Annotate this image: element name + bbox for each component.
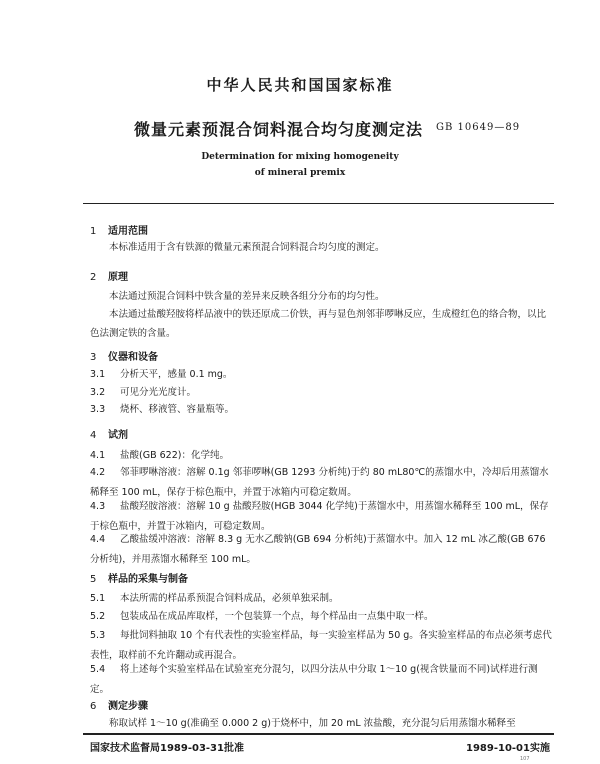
section-number: 4 <box>90 430 97 441</box>
section-title: 样品的采集与制备 <box>108 574 188 585</box>
item-text: 盐酸羟胺溶液：溶解 10 g 盐酸羟胺(HGB 3044 化学纯)于蒸馏水中，用蒸馏水稀释至 100 mL，保存于棕色瓶中，并置于冰箱内，可稳定数周。 <box>90 501 549 532</box>
header-divider <box>83 203 554 204</box>
section-2-paragraph-2: 本法通过盐酸羟胺将样品液中的铁还原成二价铁，再与显色剂邻菲啰啉反应，生成橙红色的络合物，以比色法测定铁的含量。 <box>90 309 547 339</box>
section-title: 适用范围 <box>108 226 148 237</box>
page-number: 107 <box>520 756 530 762</box>
item-number: 4.1 <box>90 450 106 461</box>
section-title: 仪器和设备 <box>108 352 158 363</box>
section-title: 测定步骤 <box>108 701 148 712</box>
item-number: 4.3 <box>90 501 106 512</box>
list-item <box>90 607 555 627</box>
english-title-line-1: Determination for mixing homogeneity <box>201 152 399 162</box>
list-item <box>90 530 555 570</box>
section-number: 3 <box>90 352 97 363</box>
implementation-date: 1989-10-01实施 <box>466 743 550 754</box>
section-5-heading <box>90 570 188 585</box>
list-item <box>90 660 555 700</box>
section-3-heading <box>90 348 158 363</box>
section-title: 试剂 <box>108 430 128 441</box>
item-number: 4.4 <box>90 534 106 545</box>
item-text: 每批饲料抽取 10 个有代表性的实验室样品，每一实验室样品为 50 g。各实验室样品的布点必须考虑代表性，取样前不允许翻动或再混合。 <box>90 630 552 661</box>
item-text: 邻菲啰啉溶液：溶解 0.1g 邻菲啰啉(GB 1293 分析纯)于约 80 mL80℃的蒸馏水中，冷却后用蒸馏水稀释至 100 mL，保存于棕色瓶中，并置于冰箱内可稳定数周。 <box>90 467 549 498</box>
item-text: 可见分光光度计。 <box>120 387 197 398</box>
list-item <box>90 400 555 420</box>
standard-number: GB 10649—89 <box>436 122 521 133</box>
section-2-heading <box>90 268 128 283</box>
section-6-paragraph: 称取试样 1～10 g(准确至 0.000 2 g)于烧杯中，加 20 mL 浓盐酸，充分混匀后用蒸馏水稀释至 <box>109 718 516 729</box>
item-number: 5.2 <box>90 611 106 622</box>
item-text: 乙酸盐缓冲溶液：溶解 8.3 g 无水乙酸钠(GB 694 分析纯)于蒸馏水中。加入 12 mL 冰乙酸(GB 676 分析纯)，并用蒸馏水稀释至 100 mL。 <box>90 534 546 565</box>
item-text: 本法所需的样品系预混合饲料成品，必须单独采制。 <box>120 593 339 604</box>
item-number: 3.3 <box>90 404 106 415</box>
section-1-heading <box>90 222 148 237</box>
item-number: 5.1 <box>90 593 106 604</box>
footer-divider <box>83 733 554 735</box>
item-number: 3.2 <box>90 387 106 398</box>
section-number: 5 <box>90 574 97 585</box>
section-6-heading <box>90 697 148 712</box>
section-number: 6 <box>90 701 97 712</box>
item-number: 4.2 <box>90 467 106 478</box>
section-number: 2 <box>90 272 97 283</box>
section-2-paragraph-1: 本法通过预混合饲料中铁含量的差异来反映各组分分布的均匀性。 <box>109 291 385 302</box>
national-standard-heading: 中华人民共和国国家标准 <box>206 76 394 94</box>
section-4-heading <box>90 426 128 441</box>
item-number: 3.1 <box>90 369 106 380</box>
issued-by: 国家技术监督局1989-03-31批准 <box>90 743 244 754</box>
item-text: 盐酸(GB 622)：化学纯。 <box>120 450 229 461</box>
item-number: 5.3 <box>90 630 106 641</box>
section-1-paragraph: 本标准适用于含有铁源的微量元素预混合饲料混合均匀度的测定。 <box>109 242 385 253</box>
item-text: 分析天平，感量 0.1 mg。 <box>120 369 233 380</box>
list-item <box>90 365 555 385</box>
item-text: 将上述每个实验室样品在试验室充分混匀，以四分法从中分取 1～10 g(视含铁量而不同)试样进行测定。 <box>90 664 538 695</box>
english-title-line-2: of mineral premix <box>254 168 346 178</box>
item-text: 包装成品在成品库取样，一个包装算一个点，每个样品由一点集中取一样。 <box>120 611 434 622</box>
list-item <box>90 589 555 609</box>
section-number: 1 <box>90 226 97 237</box>
section-title: 原理 <box>108 272 128 283</box>
standard-title: 微量元素预混合饲料混合均匀度测定法 <box>134 120 424 139</box>
item-text: 烧杯、移液管、容量瓶等。 <box>120 404 235 415</box>
item-number: 5.4 <box>90 664 106 675</box>
